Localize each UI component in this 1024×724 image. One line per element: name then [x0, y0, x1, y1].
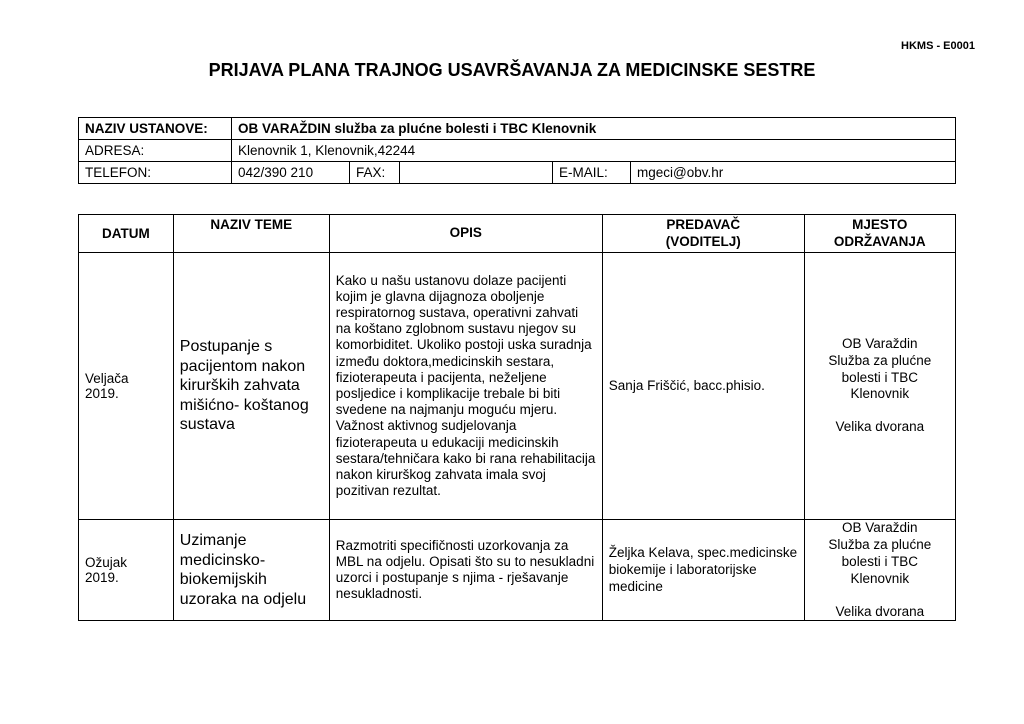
- row-date: [79, 520, 174, 621]
- row-place-department: Služba za plućne bolesti i TBC Klenovnik: [828, 536, 932, 586]
- row-theme: Postupanje s pacijentom nakon kirurških zahvata mišićno- koštanog sustava: [173, 253, 329, 520]
- table-header-row: [79, 215, 956, 253]
- table-row: [79, 520, 956, 621]
- row-place: [804, 253, 955, 520]
- email-value: mgeci@obv.hr: [631, 162, 956, 184]
- row-place-room: Velika dvorana: [835, 419, 925, 435]
- row-theme: Uzimanje medicinsko-biokemijskih uzoraka na odjelu: [173, 520, 329, 621]
- page-title: PRIJAVA PLANA TRAJNOG USAVRŠAVANJA ZA MEDICINSKE SESTRE: [208, 60, 816, 80]
- address-value: Klenovnik 1, Klenovnik,42244: [232, 140, 956, 162]
- fax-value: [400, 162, 553, 184]
- header-date: DATUM: [79, 215, 174, 253]
- row-date-month: Veljača: [85, 371, 129, 386]
- header-theme: NAZIV TEME: [173, 215, 329, 253]
- table-row: [79, 253, 956, 520]
- row-lecturer: Sanja Friščić, bacc.phisio.: [602, 253, 804, 520]
- header-lecturer: [602, 215, 804, 253]
- row-date-year: 2019.: [85, 570, 119, 586]
- fax-label: FAX:: [350, 162, 400, 184]
- header-lecturer-line2: (VODITELJ): [665, 233, 741, 249]
- row-description: Kako u našu ustanovu dolaze pacijenti kojim je glavna dijagnoza oboljenje respiratornog sustava, operativni zahvati na koštano zglobnom sustavu njegov su komorbiditet. Ukoliko postoji uska suradnja između doktora,medicinskih sestara, fizioterapeuta i pacijenta, neželjene posljedice i komplikacije trebale bi biti svedene na najmanju moguću mjeru. Važnost aktivnog sudjelovanja fizioterapeuta u edukaciji medicinskih sestara/tehničara kako bi rana rehabilitacija nakon kirurškog zahvata imala svoj pozitivan rezultat.: [329, 253, 602, 520]
- address-label: ADRESA:: [79, 140, 232, 162]
- row-place-room: Velika dvorana: [835, 603, 925, 619]
- institution-name-label: NAZIV USTANOVE:: [79, 118, 232, 140]
- row-date-year: 2019.: [85, 386, 119, 401]
- header-lecturer-line1: PREDAVAČ: [666, 216, 741, 232]
- document-code: HKMS - E0001: [901, 40, 975, 52]
- header-place: [804, 215, 955, 253]
- header-place-line2: ODRŽAVANJA: [833, 233, 926, 249]
- row-lecturer: Željka Kelava, spec.medicinske biokemije i laboratorijske medicine: [602, 520, 804, 621]
- email-label: E-MAIL:: [553, 162, 631, 184]
- row-date-month: Ožujak: [85, 555, 128, 571]
- row-place-hospital: OB Varaždin: [842, 520, 918, 535]
- education-plan-table: [78, 214, 956, 621]
- row-place-department: Služba za plućne bolesti i TBC Klenovnik: [828, 352, 932, 402]
- row-date: [79, 253, 174, 520]
- phone-value: 042/390 210: [232, 162, 350, 184]
- row-place-hospital: OB Varaždin: [842, 335, 918, 351]
- header-description: OPIS: [329, 215, 602, 253]
- row-description: Razmotriti specifičnosti uzorkovanja za MBL na odjelu. Opisati što su to nesukladni uzorci i postupanje s njima - rješavanje nesukladnosti.: [329, 520, 602, 621]
- institution-info-table: [78, 117, 956, 184]
- phone-label: TELEFON:: [79, 162, 232, 184]
- header-place-line1: MJESTO: [852, 216, 908, 232]
- row-place: [804, 520, 955, 621]
- institution-name-value: OB VARAŽDIN služba za plućne bolesti i TBC Klenovnik: [232, 118, 956, 140]
